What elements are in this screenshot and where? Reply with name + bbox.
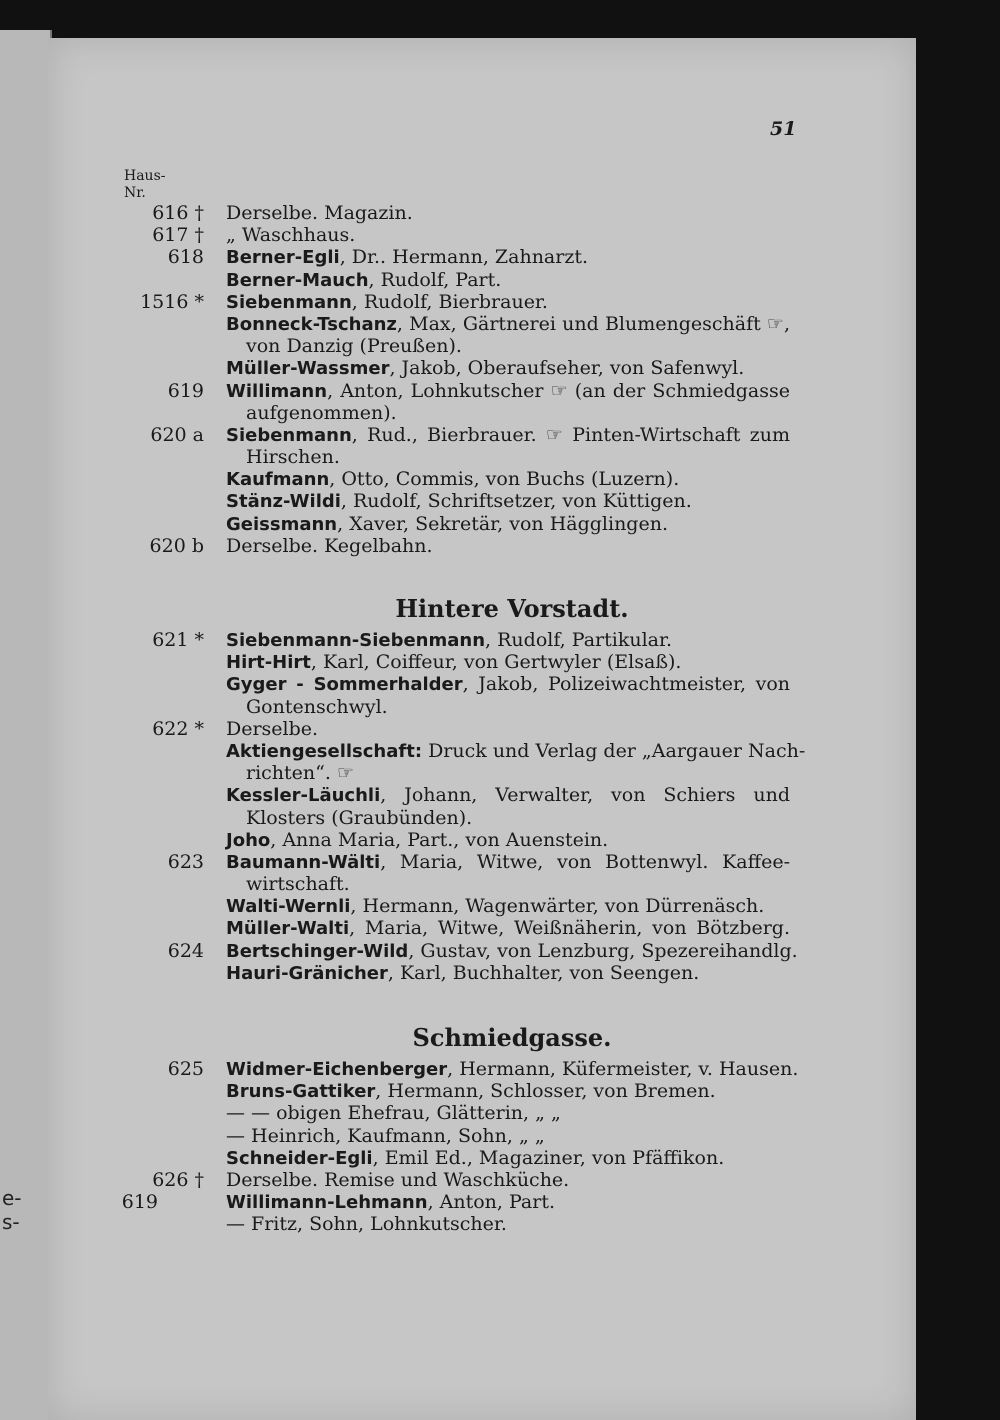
entry-line	[48, 762, 916, 784]
resident-name: Aktiengesellschaft:	[226, 740, 423, 762]
entry-text: von Danzig (Preußen).	[246, 335, 462, 358]
entry-line	[48, 895, 916, 917]
entry-text: Willimann-Lehmann, Anton, Part.	[226, 1191, 556, 1214]
entry-line	[48, 1169, 916, 1191]
document-page	[48, 38, 916, 1420]
house-number: 621 *	[152, 629, 204, 651]
entry-text: — Fritz, Sohn, Lohnkutscher.	[226, 1213, 507, 1236]
entry-text: Derselbe. Kegelbahn.	[226, 534, 433, 557]
house-number: 618	[167, 246, 204, 269]
entry-text: Berner-Egli, Dr.. Hermann, Zahnarzt.	[226, 246, 589, 269]
entry-line	[48, 651, 916, 673]
entry-line	[48, 424, 916, 446]
resident-name: Bruns-Gattiker	[226, 1081, 376, 1103]
entry-line	[48, 291, 916, 313]
entry-line	[48, 940, 916, 962]
resident-name: Willimann-Lehmann	[226, 1192, 428, 1214]
entry-text: Hirt-Hirt, Karl, Coiffeur, von Gertwyler (Elsaß).	[226, 651, 682, 674]
entry-text: Bruns-Gattiker, Hermann, Schlosser, von Bremen.	[226, 1080, 716, 1103]
entry-line	[48, 490, 916, 512]
section-heading: Schmiedgasse.	[412, 1023, 612, 1052]
resident-name: Willimann	[226, 380, 328, 402]
entry-text: „ Waschhaus.	[226, 224, 356, 247]
entry-line	[48, 873, 916, 895]
entry-line	[48, 202, 916, 224]
entry-text: Bonneck-Tschanz, Max, Gärtnerei und Blumengeschäft ☞,	[226, 312, 790, 335]
entry-line	[48, 380, 916, 402]
house-number: 624	[167, 939, 204, 962]
entry-line	[48, 513, 916, 535]
left-page-fragment: s-	[2, 1210, 20, 1234]
entry-text: Müller-Walti, Maria, Witwe, Weißnäherin, von Bötzberg.	[226, 917, 790, 940]
house-number: 625	[167, 1058, 204, 1080]
column-header	[124, 168, 166, 202]
entry-text: — Heinrich, Kaufmann, Sohn, „ „	[226, 1124, 545, 1147]
entry-line	[48, 269, 916, 291]
entry-line	[48, 1080, 916, 1102]
entry-line	[48, 468, 916, 490]
entry-text: Müller-Wassmer, Jakob, Oberaufseher, von Safenwyl.	[226, 357, 745, 380]
house-number: 620 b	[149, 534, 204, 557]
entry-line	[48, 246, 916, 268]
house-number: 623	[167, 850, 204, 873]
entry-text: Aktiengesellschaft: Druck und Verlag der „Aargauer Nach-	[226, 739, 806, 762]
entry-line	[48, 224, 916, 246]
resident-name: Stänz-Wildi	[226, 491, 341, 513]
entry-line	[48, 718, 916, 740]
entry-line	[48, 1125, 916, 1147]
entry-line	[48, 313, 916, 335]
entry-line	[48, 1213, 916, 1235]
entry-text: aufgenommen).	[246, 401, 397, 424]
resident-name: Siebenmann-Siebenmann	[226, 630, 486, 651]
entry-line	[48, 629, 916, 651]
house-number: 617 †	[152, 224, 204, 247]
entry-text: Klosters (Graubünden).	[246, 806, 473, 829]
entry-line	[48, 535, 916, 557]
entry-text: Derselbe. Magazin.	[226, 202, 413, 224]
resident-name: Kaufmann	[226, 469, 330, 491]
entry-text: Siebenmann-Siebenmann, Rudolf, Partikular.	[226, 629, 673, 651]
resident-name: Walti-Wernli	[226, 896, 351, 918]
resident-name: Siebenmann	[226, 424, 352, 446]
entry-text: Kessler-Läuchli, Johann, Verwalter, von Schiers und	[226, 784, 790, 807]
house-number: 616 †	[152, 202, 204, 224]
entry-text: Widmer-Eichenberger, Hermann, Küfermeister, v. Hausen.	[226, 1058, 799, 1080]
entry-line	[48, 784, 916, 806]
entry-line	[48, 1102, 916, 1124]
entry-line	[48, 446, 916, 468]
entry-line	[48, 357, 916, 379]
resident-name: Baumann-Wälti	[226, 851, 381, 873]
entry-text: Derselbe. Remise und Waschküche.	[226, 1168, 570, 1191]
entry-text: Hirschen.	[246, 446, 340, 469]
resident-name: Bonneck-Tschanz	[226, 313, 397, 335]
entry-line	[48, 696, 916, 718]
entry-text: Bertschinger-Wild, Gustav, von Lenzburg, Spezereihandlg.	[226, 939, 798, 962]
entry-line	[48, 917, 916, 939]
entry-line	[48, 1191, 916, 1213]
column-header-line2: Nr.	[124, 185, 146, 201]
entry-text: Kaufmann, Otto, Commis, von Buchs (Luzern).	[226, 468, 680, 491]
entry-text: Geissmann, Xaver, Sekretär, von Hägglingen.	[226, 512, 668, 535]
resident-name: Hauri-Gränicher	[226, 962, 388, 984]
resident-name: Berner-Egli	[226, 247, 340, 269]
entry-line	[48, 335, 916, 357]
entry-line	[48, 1147, 916, 1169]
entry-line	[48, 807, 916, 829]
entry-text: Joho, Anna Maria, Part., von Auenstein.	[226, 828, 609, 851]
entry-line	[48, 673, 916, 695]
left-page-edge	[0, 30, 52, 1420]
house-number: 622 *	[152, 717, 204, 740]
house-number: 620 a	[150, 423, 204, 446]
entry-text: Walti-Wernli, Hermann, Wagenwärter, von Dürrenäsch.	[226, 895, 765, 918]
resident-name: Müller-Wassmer	[226, 358, 390, 380]
directory-entries	[48, 202, 916, 1236]
entry-line	[48, 740, 916, 762]
resident-name: Schneider-Egli	[226, 1147, 373, 1169]
entry-text: Siebenmann, Rud., Bierbrauer. ☞ Pinten-Wirtschaft zum	[226, 423, 790, 446]
house-number: 1516 *	[140, 290, 204, 313]
entry-text: Hauri-Gränicher, Karl, Buchhalter, von Seengen.	[226, 961, 700, 984]
entry-line	[48, 851, 916, 873]
page-number: 51	[770, 118, 797, 140]
entry-text: Schneider-Egli, Emil Ed., Magaziner, von Pfäffikon.	[226, 1146, 725, 1169]
entry-line	[48, 962, 916, 984]
left-page-fragment: e-	[2, 1186, 22, 1210]
resident-name: Joho	[226, 829, 271, 851]
entry-line	[48, 402, 916, 424]
resident-name: Gyger - Sommerhalder	[226, 674, 463, 696]
entry-line	[48, 1058, 916, 1080]
resident-name: Widmer-Eichenberger	[226, 1059, 448, 1080]
entry-text: Berner-Mauch, Rudolf, Part.	[226, 268, 502, 291]
entry-text: Derselbe.	[226, 717, 319, 740]
entry-line	[48, 829, 916, 851]
entry-text: Baumann-Wälti, Maria, Witwe, von Bottenwyl. Kaffee-	[226, 850, 790, 873]
column-header-line1: Haus-	[124, 168, 166, 184]
resident-name: Kessler-Läuchli	[226, 785, 381, 807]
resident-name: Müller-Walti	[226, 918, 350, 940]
entry-text: — — obigen Ehefrau, Glätterin, „ „	[226, 1102, 561, 1125]
entry-text: Willimann, Anton, Lohnkutscher ☞ (an der Schmiedgasse	[226, 379, 790, 402]
resident-name: Siebenmann	[226, 291, 352, 313]
entry-text: richten“. ☞	[246, 762, 354, 785]
entry-text: Gontenschwyl.	[246, 695, 388, 718]
resident-name: Hirt-Hirt	[226, 652, 311, 674]
entry-text: Siebenmann, Rudolf, Bierbrauer.	[226, 290, 548, 313]
resident-name: Geissmann	[226, 513, 338, 535]
section-heading: Hintere Vorstadt.	[395, 594, 629, 623]
house-number: 626 †	[152, 1168, 204, 1191]
entry-text: wirtschaft.	[246, 873, 350, 896]
entry-text: Stänz-Wildi, Rudolf, Schriftsetzer, von Küttigen.	[226, 490, 692, 513]
house-number: 619	[121, 1191, 158, 1214]
entry-text: Gyger - Sommerhalder, Jakob, Polizeiwachtmeister, von	[226, 673, 790, 696]
resident-name: Bertschinger-Wild	[226, 940, 409, 962]
house-number: 619	[167, 379, 204, 402]
resident-name: Berner-Mauch	[226, 269, 369, 291]
